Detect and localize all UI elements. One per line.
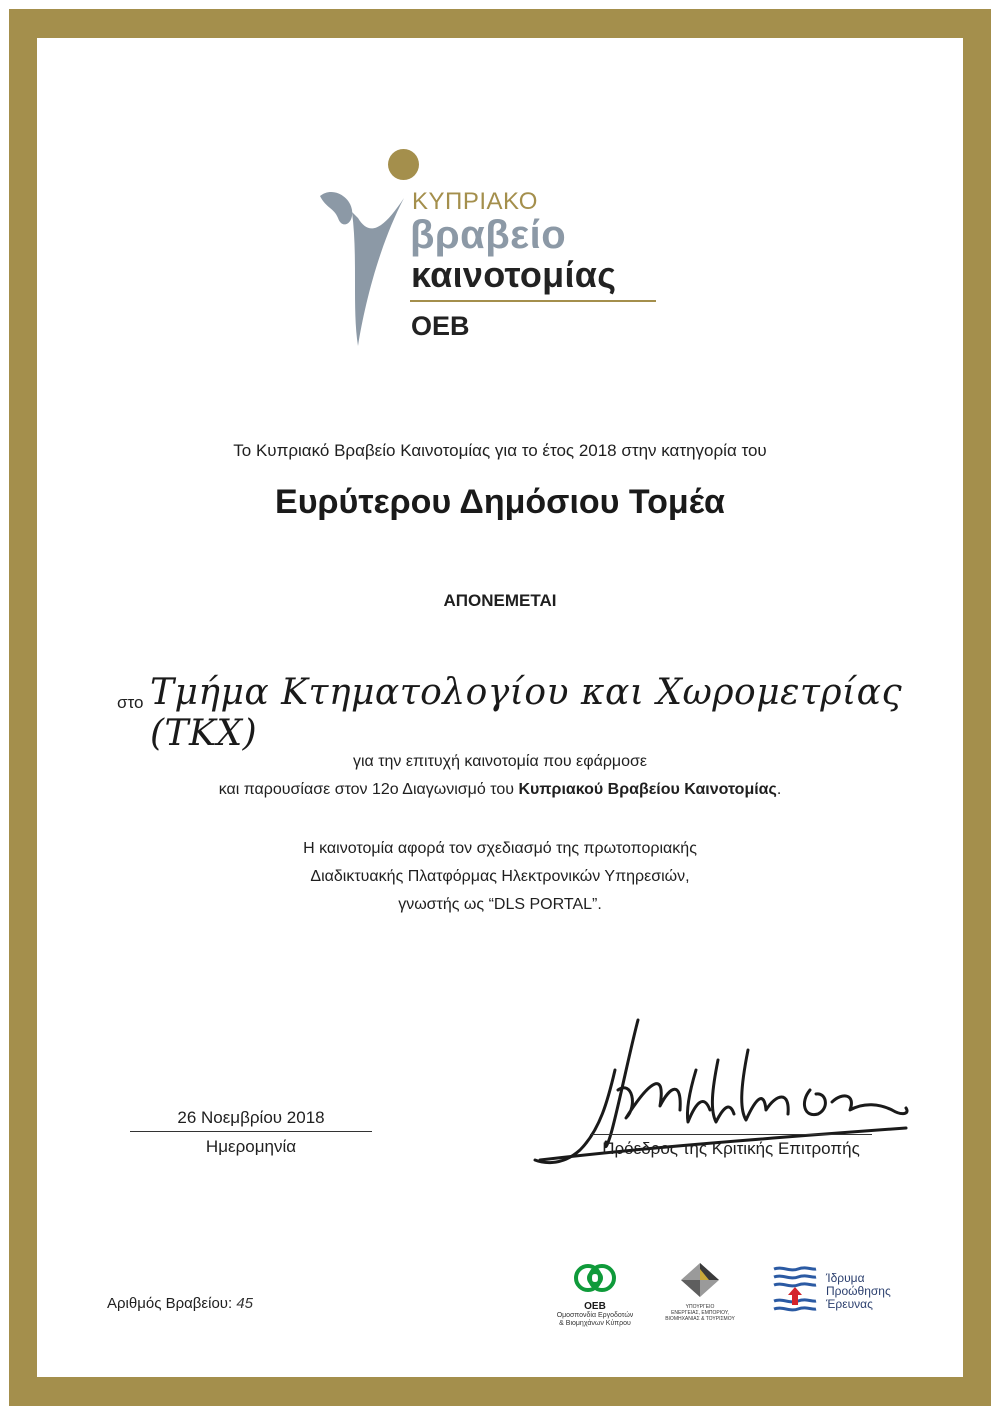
rpf-line1: Ίδρυμα (826, 1271, 865, 1285)
logo-line-vraveio: βραβείο (410, 213, 567, 257)
description-line-5: γνωστής ως “DLS PORTAL”. (398, 896, 602, 913)
award-number-label: Αριθμός Βραβείου: (107, 1295, 233, 1312)
ministry-sub2: ΕΝΕΡΓΕΙΑΣ, ΕΜΠΟΡΙΟΥ, (671, 1310, 729, 1316)
award-number (107, 1295, 253, 1312)
award-number-value: 45 (236, 1295, 254, 1312)
description-line-2-start: και παρουσίασε στον 12ο Διαγωνισμό του (218, 781, 514, 798)
rpf-line2: Προώθησης (826, 1284, 891, 1298)
signature-label: Πρόεδρος της Κριτικής Επιτροπής (602, 1139, 860, 1158)
rpf-logo-text (826, 1272, 891, 1311)
award-category: Ευρύτερου Δημόσιου Τομέα (275, 483, 725, 521)
description-line-3: Η καινοτομία αφορά τον σχεδιασμό της πρωτοποριακής (303, 840, 697, 857)
rpf-logo (772, 1265, 912, 1320)
oeb-logo-name: ΟΕΒ (584, 1301, 606, 1312)
description-line-1: για την επιτυχή καινοτομία που εφάρμοσε (352, 753, 648, 770)
oeb-logo-sub1: Ομοσπονδία Εργοδοτών (556, 1312, 634, 1319)
logo-line-kainotomias: καινοτομίας (411, 254, 617, 295)
ministry-diamond-icon (679, 1261, 721, 1299)
award-figure-icon (312, 178, 404, 346)
award-date: 26 Νοεμβρίου 2018 (177, 1108, 325, 1127)
logo-gold-dot (388, 149, 419, 180)
date-underline (130, 1131, 372, 1132)
oeb-knot-icon (572, 1261, 618, 1295)
logo-line-oeb: ΟΕΒ (411, 311, 470, 341)
description-line-4: Διαδικτυακής Πλατφόρμας Ηλεκτρονικών Υπηρεσιών, (310, 868, 690, 885)
rpf-line3: Έρευνας (826, 1297, 873, 1311)
description-line-2-end: . (776, 781, 782, 798)
rpf-waves-icon (772, 1265, 818, 1315)
ministry-sub3: ΒΙΟΜΗΧΑΝΙΑΣ & ΤΟΥΡΙΣΜΟΥ (665, 1316, 735, 1322)
date-label: Ημερομηνία (205, 1137, 297, 1156)
description-line-2-bold: Κυπριακού Βραβείου Καινοτομίας (518, 781, 777, 798)
recipient-name: Τμήμα Κτηματολογίου και Χωρομετρίας (ΤΚΧ) (150, 672, 903, 754)
certificate-intro: Το Κυπριακό Βραβείο Καινοτομίας για το έτος 2018 στην κατηγορία του (233, 441, 767, 460)
awarded-heading: ΑΠΟΝΕΜΕΤΑΙ (443, 591, 557, 610)
signature-underline (590, 1134, 872, 1135)
description-line-2 (0, 781, 1000, 799)
ministry-sub1: ΥΠΟΥΡΓΕΙΟ (685, 1304, 715, 1310)
logo-divider (410, 300, 656, 302)
logo-line-kypriako: ΚΥΠΡΙΑΚΟ (412, 188, 538, 215)
oeb-logo-sub2: & Βιομηχάνων Κύπρου (559, 1320, 631, 1327)
ministry-logo (659, 1261, 741, 1322)
oeb-logo (555, 1261, 635, 1328)
recipient-prefix: στο (117, 693, 144, 712)
